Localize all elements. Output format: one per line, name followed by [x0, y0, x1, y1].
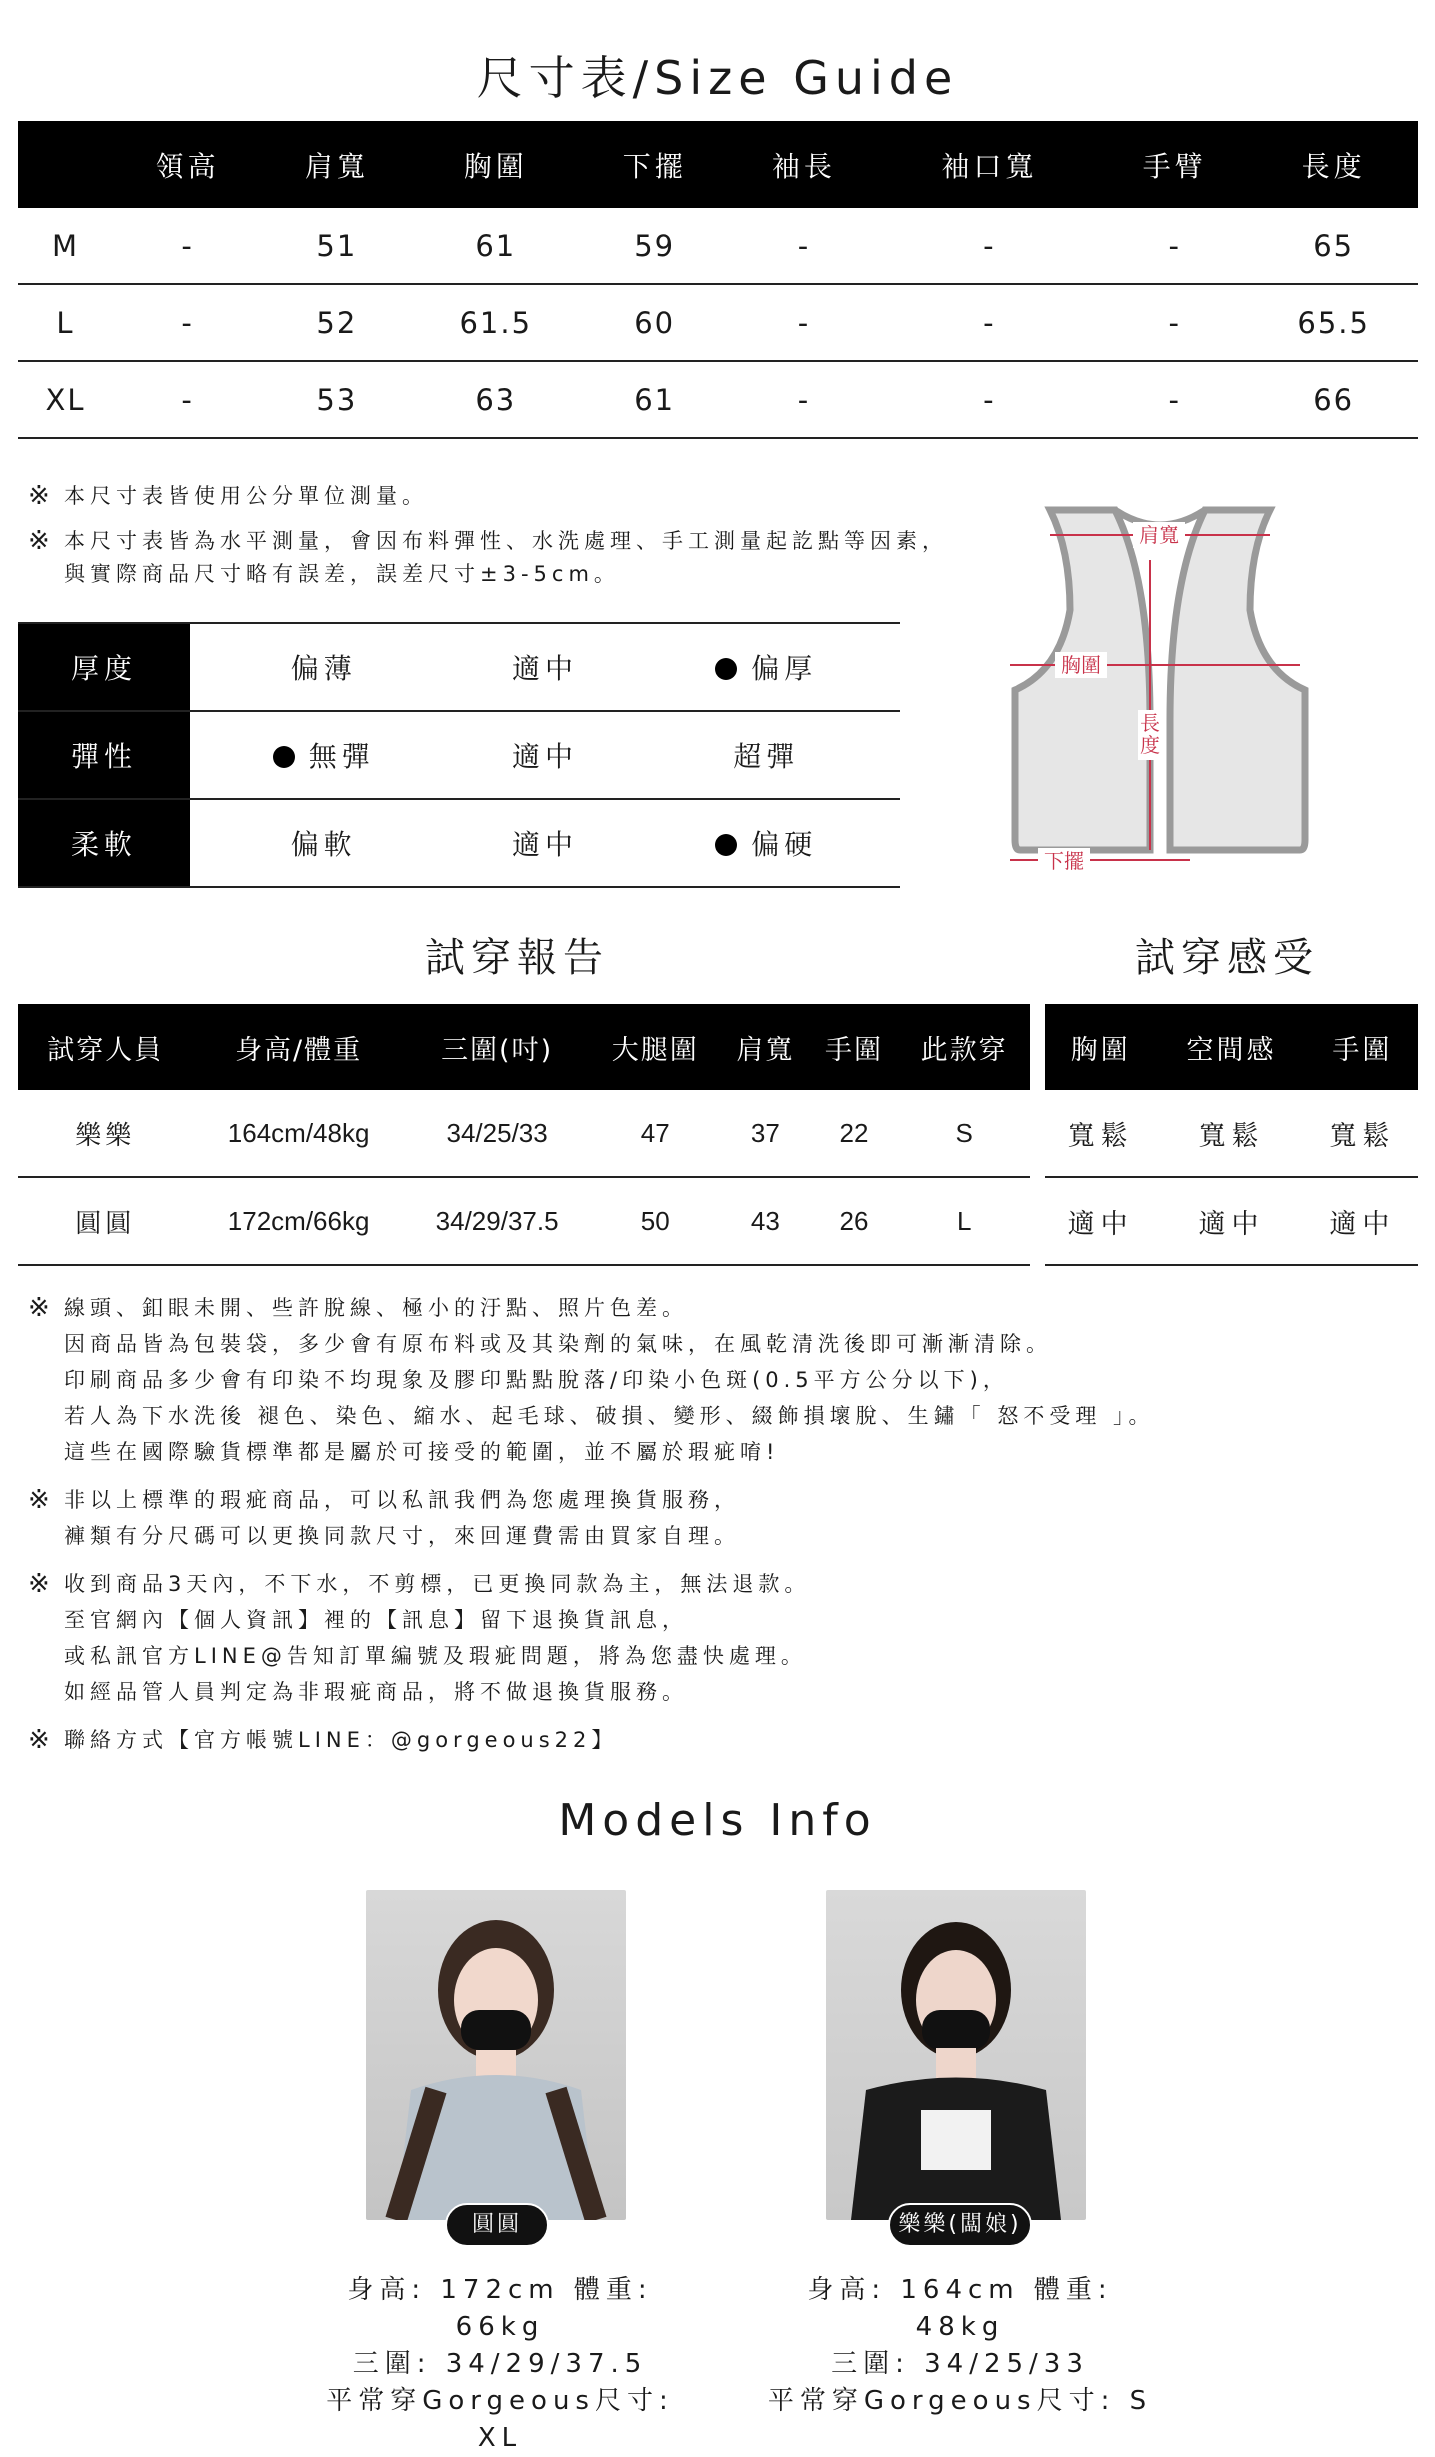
size-cell: 52	[262, 284, 411, 361]
model-height-weight: 身高: 172cm 體重: 66kg	[347, 2275, 653, 2342]
feel-option-label: 偏硬	[751, 828, 818, 861]
tryon-cell: L	[898, 1177, 1030, 1265]
tryon-cell: 47	[589, 1090, 721, 1177]
policy-line	[28, 1326, 1155, 1362]
tryon-cell: 34/29/37.5	[405, 1177, 590, 1265]
policy-line	[28, 1722, 1155, 1758]
fit-feel-cell: 適中	[1307, 1177, 1418, 1265]
policy-line	[28, 1482, 1155, 1518]
policy-group	[28, 1722, 1155, 1758]
model-tag: 樂樂(闆娘)	[888, 2203, 1032, 2247]
size-cell: M	[18, 208, 113, 284]
tryon-column-header: 試穿人員	[18, 1004, 192, 1090]
size-cell: 51	[262, 208, 411, 284]
model-measurements: 三圍: 34/29/37.5	[352, 2349, 648, 2379]
feel-option	[458, 711, 633, 799]
policy-text: 褲類有分尺碼可以更換同款尺寸，來回運費需由買家自理。	[64, 1524, 740, 1548]
size-column-header: 下擺	[580, 121, 729, 208]
size-row	[18, 361, 1418, 438]
policy-line	[28, 1434, 1155, 1470]
size-cell: 53	[262, 361, 411, 438]
chest-label: 胸圍	[1061, 653, 1101, 677]
feel-option-label: 適中	[511, 652, 578, 685]
hem-label: 下擺	[1044, 849, 1084, 873]
size-cell: -	[879, 208, 1101, 284]
fit-feel-title: 試穿感受	[1135, 935, 1319, 981]
policy-line	[28, 1638, 1155, 1674]
selected-dot-icon	[273, 746, 295, 768]
size-cell: -	[879, 284, 1101, 361]
model-tag: 圓圓	[445, 2203, 549, 2247]
size-column-header: 胸圍	[411, 121, 580, 208]
size-cell: -	[729, 284, 878, 361]
size-row	[18, 208, 1418, 284]
feel-option-label: 超彈	[733, 740, 800, 773]
size-column-header: 長度	[1249, 121, 1418, 208]
tryon-cell: 34/25/33	[405, 1090, 590, 1177]
size-table	[18, 121, 1418, 439]
policy-group	[28, 1566, 1155, 1710]
policy-group	[28, 1482, 1155, 1554]
fit-feel-column-header: 空間感	[1156, 1004, 1307, 1090]
measure-note: 本尺寸表皆使用公分單位測量。	[64, 484, 428, 508]
measure-note: 與實際商品尺寸略有誤差，誤差尺寸±3-5cm。	[64, 562, 620, 586]
policy-text: 非以上標準的瑕疵商品，可以私訊我們為您處理換貨服務，	[64, 1488, 740, 1512]
feel-label: 彈性	[18, 711, 190, 799]
vest-right-panel	[1170, 510, 1305, 850]
fit-feel-row	[1045, 1090, 1418, 1177]
size-column-header	[18, 121, 113, 208]
size-cell: 61	[411, 208, 580, 284]
model-info	[760, 2272, 1160, 2420]
feel-option-label: 無彈	[308, 740, 375, 773]
size-cell: XL	[18, 361, 113, 438]
policy-text: 若人為下水洗後 褪色、染色、縮水、起毛球、破損、變形、綴飾損壞脫、生鏽「 怒不受理 」。	[64, 1404, 1155, 1428]
policy-line	[28, 1674, 1155, 1710]
policy-text: 線頭、釦眼未開、些許脫線、極小的汙點、照片色差。	[64, 1296, 688, 1320]
policy-line	[28, 1602, 1155, 1638]
feel-option	[632, 711, 900, 799]
feel-option	[190, 799, 458, 887]
feel-option-label: 偏薄	[290, 652, 357, 685]
tryon-cell: 37	[721, 1090, 810, 1177]
reference-mark-icon: ※	[28, 1569, 55, 1599]
size-cell: 61.5	[411, 284, 580, 361]
feel-option-label: 偏厚	[751, 652, 818, 685]
reference-mark-icon: ※	[28, 1725, 55, 1755]
size-cell: -	[1100, 361, 1249, 438]
policy-notes	[28, 1290, 1155, 1770]
size-column-header: 袖口寬	[879, 121, 1101, 208]
model-usual-size: 平常穿Gorgeous尺寸: XL	[326, 2386, 674, 2453]
policy-text: 如經品管人員判定為非瑕疵商品，將不做退換貨服務。	[64, 1680, 688, 1704]
feel-label: 厚度	[18, 623, 190, 711]
model-usual-size: 平常穿Gorgeous尺寸: S	[767, 2386, 1153, 2416]
policy-line	[28, 1398, 1155, 1434]
size-guide-title: 尺寸表/Size Guide	[476, 51, 959, 105]
fit-feel-cell: 寬鬆	[1307, 1090, 1418, 1177]
size-cell: -	[729, 361, 878, 438]
fit-feel-column-header: 胸圍	[1045, 1004, 1156, 1090]
measure-note: 本尺寸表皆為水平測量，會因布料彈性、水洗處理、手工測量起訖點等因素，	[64, 529, 948, 553]
fit-feel-row	[1045, 1177, 1418, 1265]
feel-option	[632, 799, 900, 887]
policy-text: 收到商品3天內，不下水，不剪標，已更換同款為主，無法退款。	[64, 1572, 811, 1596]
size-cell: -	[113, 361, 262, 438]
reference-mark-icon: ※	[28, 1485, 55, 1515]
feel-option	[190, 623, 458, 711]
length-label-2: 度	[1140, 733, 1160, 757]
fit-feel-cell: 適中	[1045, 1177, 1156, 1265]
size-cell: L	[18, 284, 113, 361]
vest-left-panel	[1015, 510, 1150, 850]
tryon-cell: 26	[810, 1177, 899, 1265]
model-photo	[366, 1890, 626, 2220]
feel-row	[18, 711, 900, 799]
reference-mark-icon: ※	[28, 481, 55, 511]
feel-option	[632, 623, 900, 711]
tryon-row	[18, 1090, 1030, 1177]
policy-text: 印刷商品多少會有印染不均現象及膠印點點脫落/印染小色斑(0.5平方公分以下)，	[64, 1368, 1009, 1392]
tryon-cell: 22	[810, 1090, 899, 1177]
policy-text: 因商品皆為包裝袋，多少會有原布料或及其染劑的氣味，在風乾清洗後即可漸漸清除。	[64, 1332, 1052, 1356]
selected-dot-icon	[715, 658, 737, 680]
size-cell: 66	[1249, 361, 1418, 438]
fit-feel-cell: 適中	[1156, 1177, 1307, 1265]
models-title: Models Info	[558, 1795, 877, 1846]
model-height-weight: 身高: 164cm 體重: 48kg	[807, 2275, 1113, 2342]
fit-feel-column-header: 手圍	[1307, 1004, 1418, 1090]
fit-feel-table	[1045, 1004, 1418, 1266]
feel-option-label: 偏軟	[290, 828, 357, 861]
size-cell: -	[1100, 284, 1249, 361]
size-cell: -	[113, 284, 262, 361]
size-column-header: 肩寬	[262, 121, 411, 208]
size-cell: 65	[1249, 208, 1418, 284]
tryon-cell: 164cm/48kg	[192, 1090, 404, 1177]
feel-option-label: 適中	[511, 740, 578, 773]
size-cell: 59	[580, 208, 729, 284]
size-column-header: 領高	[113, 121, 262, 208]
size-cell: -	[113, 208, 262, 284]
policy-line	[28, 1362, 1155, 1398]
size-cell: -	[729, 208, 878, 284]
policy-group	[28, 1290, 1155, 1470]
tryon-cell: 樂樂	[18, 1090, 192, 1177]
measure-notes	[28, 480, 948, 591]
size-cell: 63	[411, 361, 580, 438]
tryon-cell: 圓圓	[18, 1177, 192, 1265]
reference-mark-icon: ※	[28, 1293, 55, 1323]
model-measurements: 三圍: 34/25/33	[831, 2349, 1089, 2379]
tryon-column-header: 三圍(吋)	[405, 1004, 590, 1090]
feel-option-label: 適中	[511, 828, 578, 861]
policy-text: 或私訊官方LINE@告知訂單編號及瑕疵問題，將為您盡快處理。	[64, 1644, 807, 1668]
tryon-table	[18, 1004, 1030, 1266]
model-info	[300, 2272, 700, 2457]
policy-line	[28, 1290, 1155, 1326]
reference-mark-icon: ※	[28, 526, 55, 556]
policy-line	[28, 1566, 1155, 1602]
policy-text: 至官網內【個人資訊】裡的【訊息】留下退換貨訊息，	[64, 1608, 688, 1632]
policy-text: 這些在國際驗貨標準都是屬於可接受的範圍，並不屬於瑕疵唷!	[64, 1440, 780, 1464]
tryon-column-header: 此款穿	[898, 1004, 1030, 1090]
tryon-column-header: 肩寬	[721, 1004, 810, 1090]
size-cell: -	[879, 361, 1101, 438]
policy-line	[28, 1518, 1155, 1554]
tryon-cell: 50	[589, 1177, 721, 1265]
tryon-cell: 43	[721, 1177, 810, 1265]
size-row	[18, 284, 1418, 361]
size-cell: 61	[580, 361, 729, 438]
size-column-header: 袖長	[729, 121, 878, 208]
feel-option	[190, 711, 458, 799]
vest-diagram	[990, 490, 1330, 890]
tryon-column-header: 身高/體重	[192, 1004, 404, 1090]
fit-feel-cell: 寬鬆	[1045, 1090, 1156, 1177]
feel-label: 柔軟	[18, 799, 190, 887]
size-cell: 60	[580, 284, 729, 361]
feel-option	[458, 799, 633, 887]
tryon-row	[18, 1177, 1030, 1265]
shoulder-label: 肩寬	[1139, 523, 1179, 547]
feel-row	[18, 623, 900, 711]
tryon-title: 試穿報告	[425, 935, 609, 981]
feel-row	[18, 799, 900, 887]
model-photo	[826, 1890, 1086, 2220]
tryon-cell: S	[898, 1090, 1030, 1177]
tryon-column-header: 大腿圍	[589, 1004, 721, 1090]
length-label-1: 長	[1140, 711, 1160, 735]
tryon-column-header: 手圍	[810, 1004, 899, 1090]
fabric-feel-table	[18, 622, 900, 888]
size-column-header: 手臂	[1100, 121, 1249, 208]
policy-text: 聯絡方式【官方帳號LINE：@gorgeous22】	[64, 1728, 618, 1752]
size-cell: 65.5	[1249, 284, 1418, 361]
fit-feel-cell: 寬鬆	[1156, 1090, 1307, 1177]
tryon-cell: 172cm/66kg	[192, 1177, 404, 1265]
feel-option	[458, 623, 633, 711]
size-cell: -	[1100, 208, 1249, 284]
selected-dot-icon	[715, 834, 737, 856]
